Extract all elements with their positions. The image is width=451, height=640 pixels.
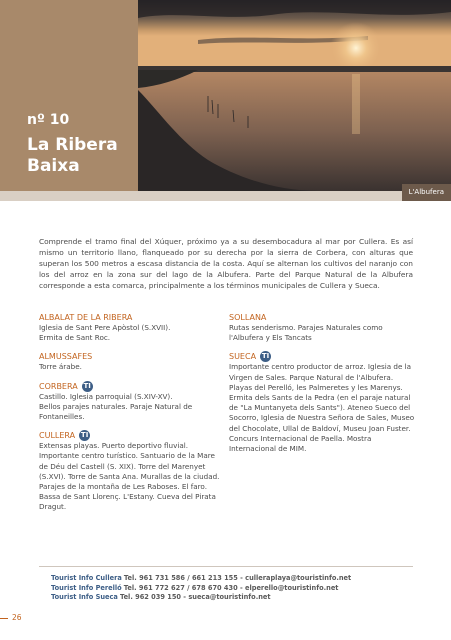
section-title [229,312,415,323]
contact-line [51,574,411,584]
section-almussafes [39,351,225,372]
section-title-text: CULLERA [39,431,76,441]
photo-caption: L'Albufera [402,184,451,201]
section-body: Castillo. Iglesia parroquial (S.XIV-XV). Bellos parajes naturales. Paraje Natural de Fontaneilles. [39,391,193,422]
section-body: Rutas senderismo. Parajes Naturales como l'Albufera y Els Tancats [229,323,383,343]
chapter-number [27,112,69,128]
section-title [39,430,225,441]
tourist-info-icon: TI [80,431,89,440]
tourist-info-icon: TI [261,352,270,361]
left-column [39,312,225,521]
section-title [39,312,225,323]
contact-label: Tourist Info Perelló [51,583,122,592]
page-number-rule [0,618,8,619]
section-sollana [229,312,415,343]
tourist-info-contacts [51,574,411,603]
contact-line [51,584,411,594]
page-number: 26 [12,613,22,622]
section-albalat [39,312,225,343]
section-title [39,351,225,362]
contact-line [51,593,411,603]
section-title [229,351,415,362]
chapter-header [0,0,451,196]
contact-details[interactable]: Tel. 961 772 627 / 678 670 430 - elperello@touristinfo.net [123,583,339,592]
contact-label: Tourist Info Sueca [51,593,118,602]
chapter-prefix: nº [27,112,45,128]
contact-details[interactable]: Tel. 961 731 586 / 661 213 155 - culleraplaya@touristinfo.net [123,574,352,582]
right-column [229,312,415,462]
tourist-info-icon: TI [83,381,91,390]
section-title-text: SOLLANA [229,313,267,322]
section-body: Extensas playas. Puerto deportivo fluvial. Importante centro turístico. Santuario de la Mare de Déu del Castell (S. XIX). Torre del Marenyet (S.XVI). Torre de Santa Ana. Murallas de la ciudad. Parajes de la montaña de Les Raboses. El faro. Bassa de Sant Llorenç. L'Estany. Cueva del Pirata Dragut. [39,441,220,512]
section-title [39,381,225,392]
contacts-divider [39,566,413,567]
section-body: Importante centro productor de arroz. Iglesia de la Virgen de Sales. Parque Natural de l'Albufera. Playas del Perelló, les Palmeretes y les Marenys. Ermita dels Sants de la Pedra (en el paraje natural de "La Muntanyeta dels Sants"). Ateneo Sueco del Socorro, Iglesia de Nuestra Señora de Sales, Museo del Chocolate, Ullal de Baldoví, Museu Joan Fuster. Concurs Internacional de Paella. Mostra Internacional de MIM. [229,362,415,454]
chapter-title [27,135,118,177]
caption-bar [0,191,451,201]
section-title-text: CORBERA [39,381,78,391]
section-title-text: ALMUSSAFES [39,352,93,362]
section-corbera [39,381,225,423]
chapter-number-value: 10 [49,112,70,128]
albufera-sunset-photo [138,0,451,191]
chapter-title-line1: La Ribera [27,135,118,155]
section-cullera [39,430,225,512]
contact-details[interactable]: Tel. 962 039 150 - sueca@touristinfo.net [119,593,271,602]
section-body: Iglesia de Sant Pere Apòstol (S.XVII). Ermita de Sant Roc. [39,323,171,343]
section-title-text: ALBALAT DE LA RIBERA [39,313,133,322]
title-panel [0,0,138,191]
contact-label: Tourist Info Cullera [51,574,122,582]
intro-paragraph: Comprende el tramo final del Xúquer, próximo ya a su desembocadura al mar por Cullera. Es así mismo un territorio llano, flanqueado por su derecha por la sierra de Corbera, con alturas que superan los 500 metros a escasa distancia de la costa. Aquí se alternan los cultivos del naranjo con los del arroz en la zona sur del lago de la Albufera. Parte del Parque Natural de la Albufera corresponde a esta comarca, principalmente a los términos municipales de Cullera y Sueca. [39,237,413,290]
section-body: Torre árabe. [39,362,82,372]
section-sueca [229,351,415,454]
section-title-text: SUECA [229,352,257,362]
chapter-title-line2: Baixa [27,156,80,176]
